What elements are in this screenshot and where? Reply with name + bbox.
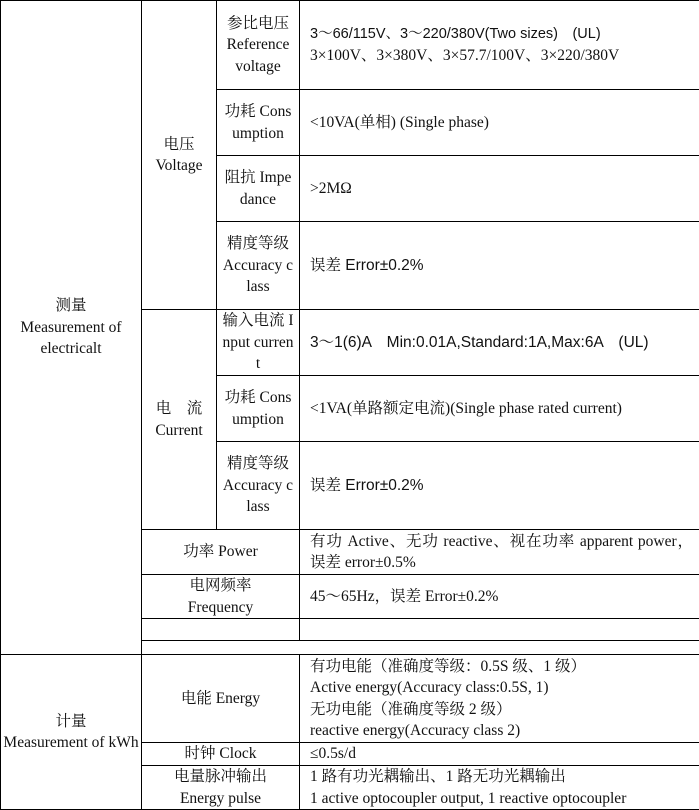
clock-label: 时钟 Clock xyxy=(142,743,300,766)
empty-cell xyxy=(300,619,699,641)
clock-value: ≤0.5s/d xyxy=(300,743,699,766)
energy-label: 电能 Energy xyxy=(142,655,300,743)
voltage-consumption-value: <10VA(单相) (Single phase) xyxy=(300,90,699,156)
current-consumption-value: <1VA(单路额定电流)(Single phase rated current) xyxy=(300,376,699,442)
current-consumption-label: 功耗 Consumption xyxy=(217,376,300,442)
table-row xyxy=(1,1,699,90)
reference-voltage-value: 3～66/115V、3～220/380V(Two sizes) (UL) 3×100V、3×380V、3×57.7/100V、3×220/380V xyxy=(300,1,699,90)
power-label: 功率 Power xyxy=(142,530,300,575)
pulse-label: 电量脉冲输出 Energy pulse xyxy=(142,766,300,810)
impedance-label: 阻抗 Impedance xyxy=(217,156,300,222)
current-accuracy-value: 误差 Error±0.2% xyxy=(300,442,699,530)
reference-voltage-label: 参比电压 Reference voltage xyxy=(217,1,300,90)
voltage-accuracy-label: 精度等级 Accuracy class xyxy=(217,222,300,310)
voltage-consumption-label: 功耗 Consumption xyxy=(217,90,300,156)
measurement-section-label: 测量 Measurement of electricalt xyxy=(1,1,142,655)
input-current-label: 输入电流 Input current xyxy=(217,310,300,376)
energy-value: 有功电能（准确度等级：0.5S 级、1 级） Active energy(Accuracy class:0.5S, 1) 无功电能（准确度等级 2 级） reactive energy(Accuracy class 2) xyxy=(300,655,699,743)
empty-cell xyxy=(142,619,300,641)
frequency-label: 电网频率 Frequency xyxy=(142,575,300,619)
voltage-accuracy-value: 误差 Error±0.2% xyxy=(300,222,699,310)
pulse-value: 1 路有功光耦输出、1 路无功光耦输出 1 active optocoupler output, 1 reactive optocoupler xyxy=(300,766,699,810)
power-value: 有功 Active、无功 reactive、视在功率 apparent power，误差 error±0.5% xyxy=(300,530,699,575)
impedance-value: >2MΩ xyxy=(300,156,699,222)
current-accuracy-label: 精度等级 Accuracy class xyxy=(217,442,300,530)
current-group-label: 电 流 Current xyxy=(142,310,217,530)
table-row xyxy=(1,655,699,743)
voltage-group-label: 电压 Voltage xyxy=(142,1,217,310)
input-current-value: 3～1(6)A Min:0.01A,Standard:1A,Max:6A (UL) xyxy=(300,310,699,376)
kwh-section-label: 计量 Measurement of kWh xyxy=(1,655,142,810)
empty-cell xyxy=(142,641,699,655)
frequency-value: 45～65Hz，误差 Error±0.2% xyxy=(300,575,699,619)
